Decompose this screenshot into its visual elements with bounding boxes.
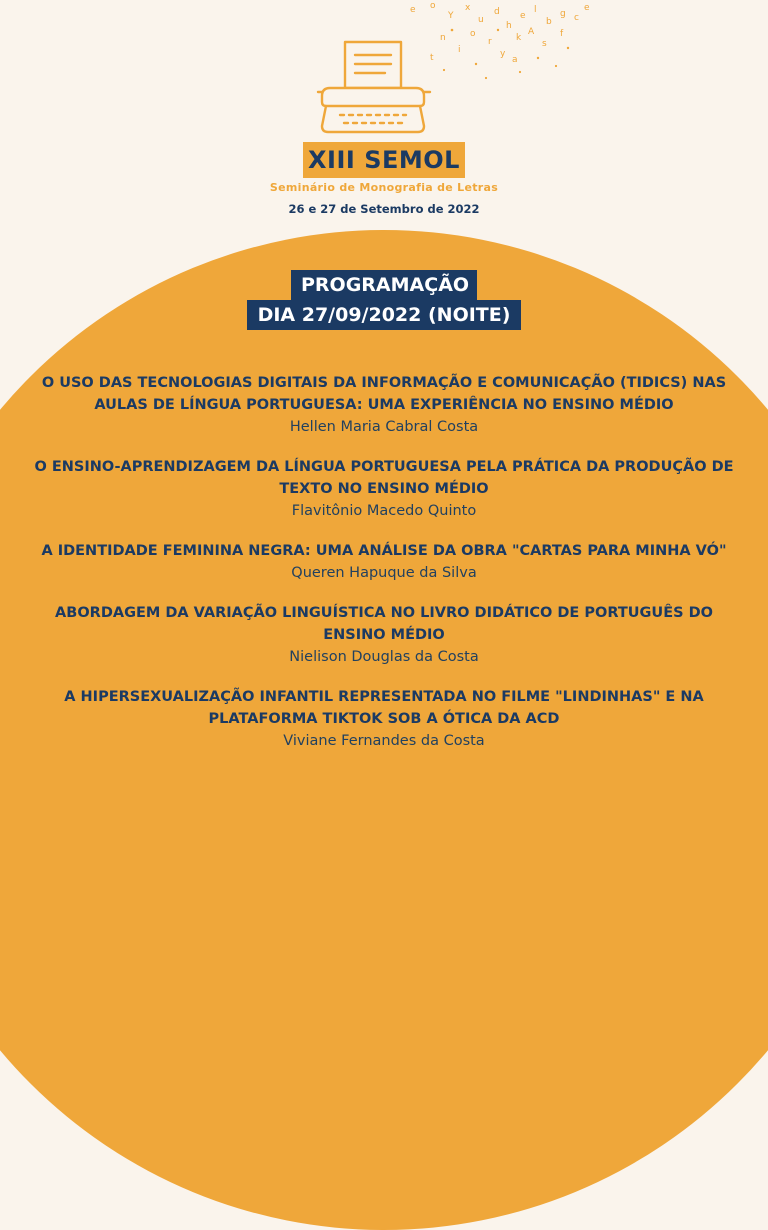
svg-text:y: y (500, 49, 506, 59)
svg-text:e: e (410, 5, 416, 15)
svg-text:A: A (528, 27, 535, 37)
talk-title-line: ABORDAGEM DA VARIAÇÃO LINGUÍSTICA NO LIVRO DIDÁTICO DE PORTUGUÊS DO (55, 605, 713, 621)
svg-text:a: a (512, 55, 518, 65)
svg-text:e: e (520, 11, 526, 21)
event-title: XIII SEMOL (303, 142, 465, 178)
svg-text:l: l (534, 5, 537, 15)
talk-title-line: PLATAFORMA TIKTOK SOB A ÓTICA DA ACD (208, 711, 560, 727)
talk-author: Nielison Douglas da Costa (289, 649, 479, 665)
typewriter-icon (0, 0, 768, 145)
flying-letters-icon (410, 1, 590, 79)
talk-item (0, 372, 768, 438)
talk-author: Hellen Maria Cabral Costa (289, 419, 479, 435)
svg-text:k: k (516, 33, 522, 43)
svg-text:o: o (430, 1, 436, 11)
svg-text:d: d (494, 7, 500, 17)
svg-text:u: u (478, 15, 484, 25)
svg-text:c: c (574, 13, 579, 23)
programacao-header (0, 270, 768, 330)
talk-item (0, 686, 768, 752)
svg-text:s: s (542, 39, 547, 49)
svg-text:f: f (560, 29, 564, 39)
svg-text:h: h (506, 21, 512, 31)
talk-item (0, 602, 768, 668)
svg-text:o: o (470, 29, 476, 39)
talk-title-line: A HIPERSEXUALIZAÇÃO INFANTIL REPRESENTADA NO FILME "LINDINHAS" E NA (64, 689, 704, 705)
talk-title-line: A IDENTIDADE FEMININA NEGRA: UMA ANÁLISE DA OBRA "CARTAS PARA MINHA VÓ" (41, 543, 727, 559)
svg-text:r: r (488, 37, 492, 47)
talk-author: Flavitônio Macedo Quinto (291, 503, 477, 519)
svg-text:e: e (584, 3, 590, 13)
talk-title-line: O USO DAS TECNOLOGIAS DIGITAIS DA INFORMAÇÃO E COMUNICAÇÃO (TIDICS) NAS (41, 375, 727, 391)
talk-title-line: TEXTO NO ENSINO MÉDIO (279, 481, 489, 497)
svg-text:i: i (458, 45, 461, 55)
svg-text:b: b (546, 17, 552, 27)
svg-text:n: n (440, 33, 446, 43)
programacao-label: PROGRAMAÇÃO (291, 270, 477, 300)
talk-title-line: ENSINO MÉDIO (323, 627, 445, 643)
talk-item (0, 540, 768, 584)
talk-item (0, 456, 768, 522)
talk-title-line: AULAS DE LÍNGUA PORTUGUESA: UMA EXPERIÊNCIA NO ENSINO MÉDIO (94, 397, 674, 413)
talk-title-line: O ENSINO-APRENDIZAGEM DA LÍNGUA PORTUGUESA PELA PRÁTICA DA PRODUÇÃO DE (34, 459, 734, 475)
programacao-date: DIA 27/09/2022 (NOITE) (247, 300, 521, 330)
talk-author: Queren Hapuque da Silva (291, 565, 477, 581)
svg-text:t: t (430, 53, 434, 63)
svg-text:x: x (465, 3, 471, 13)
talk-author: Viviane Fernandes da Costa (283, 733, 485, 749)
event-subtitle: Seminário de Monografia de Letras (269, 181, 499, 194)
event-dates: 26 e 27 de Setembro de 2022 (288, 202, 480, 216)
svg-text:Y: Y (448, 11, 454, 21)
talk-list (0, 372, 768, 770)
svg-text:g: g (560, 9, 566, 19)
